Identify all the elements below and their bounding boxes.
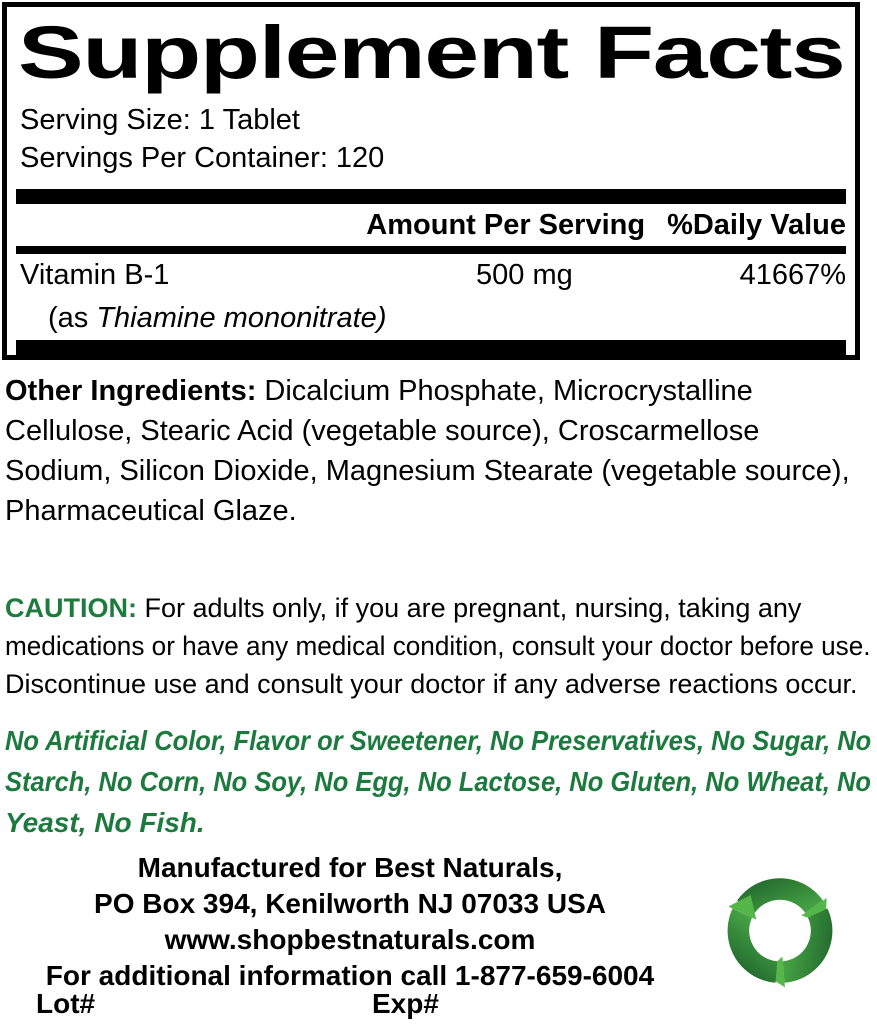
other-ingredients [5,371,871,531]
claims-line: Yeast, No Fish. [5,807,205,838]
claims-paragraph [5,720,871,843]
other-ingredients-line: Pharmaceutical Glaze. [5,495,297,527]
divider-bar-thin [16,246,846,254]
manufactured-for: Manufactured for Best Naturals, [137,852,563,883]
manufacturer-block [30,850,670,994]
supplement-facts-panel [2,2,860,360]
caution-label: CAUTION: [5,593,137,623]
nutrient-source [16,297,846,340]
nutrient-row [16,254,846,297]
nutrient-name: Vitamin B-1 [20,259,170,291]
column-headers [16,204,846,246]
other-ingredients-label: Other Ingredients: [5,375,257,407]
claims-line: No Artificial Color, Flavor or Sweetener, No Preservatives, No Sugar, No [5,725,872,756]
recycle-icon [698,846,862,1006]
panel-title: Supplement Facts [18,11,845,94]
col-daily-value: %Daily Value [667,209,846,241]
caution-line: CAUTION: For adults only, if you are pregnant, nursing, taking any [5,593,802,623]
nutrient-source-name: Thiamine mononitrate) [96,302,387,334]
nutrient-source-prefix: (as [48,302,97,334]
serving-size: Serving Size: 1 Tablet [20,104,300,136]
other-ingredients-line: Sodium, Silicon Dioxide, Magnesium Stearate (vegetable source), [5,455,850,487]
caution-paragraph [5,589,871,703]
lot-number-label: Lot# [36,988,96,1019]
website: www.shopbestnaturals.com [164,924,536,955]
col-amount-per-serving: Amount Per Serving [366,209,646,241]
claims-line: Starch, No Corn, No Soy, No Egg, No Lactose, No Gluten, No Wheat, No [5,766,872,797]
nutrient-daily-value: 41667% [739,259,846,291]
servings-per-container: Servings Per Container: 120 [20,142,385,174]
other-ingredients-line: Other Ingredients: Dicalcium Phosphate, Microcrystalline [5,375,753,407]
panel-title-row [18,11,844,95]
caution-line: Discontinue use and consult your doctor if any adverse reactions occur. [5,669,858,699]
caution-line: medications or have any medical condition, consult your doctor before use. [5,631,871,661]
phone-info: For additional information call 1-877-659-6004 [45,960,655,991]
divider-bar-thick [16,189,846,204]
exp-number-label: Exp# [372,988,439,1019]
other-ingredients-line: Cellulose, Stearic Acid (vegetable source), Croscarmellose [5,415,760,447]
nutrient-amount: 500 mg [476,259,573,291]
address: PO Box 394, Kenilworth NJ 07033 USA [94,888,606,919]
divider-bar-thick-bottom [16,340,846,355]
